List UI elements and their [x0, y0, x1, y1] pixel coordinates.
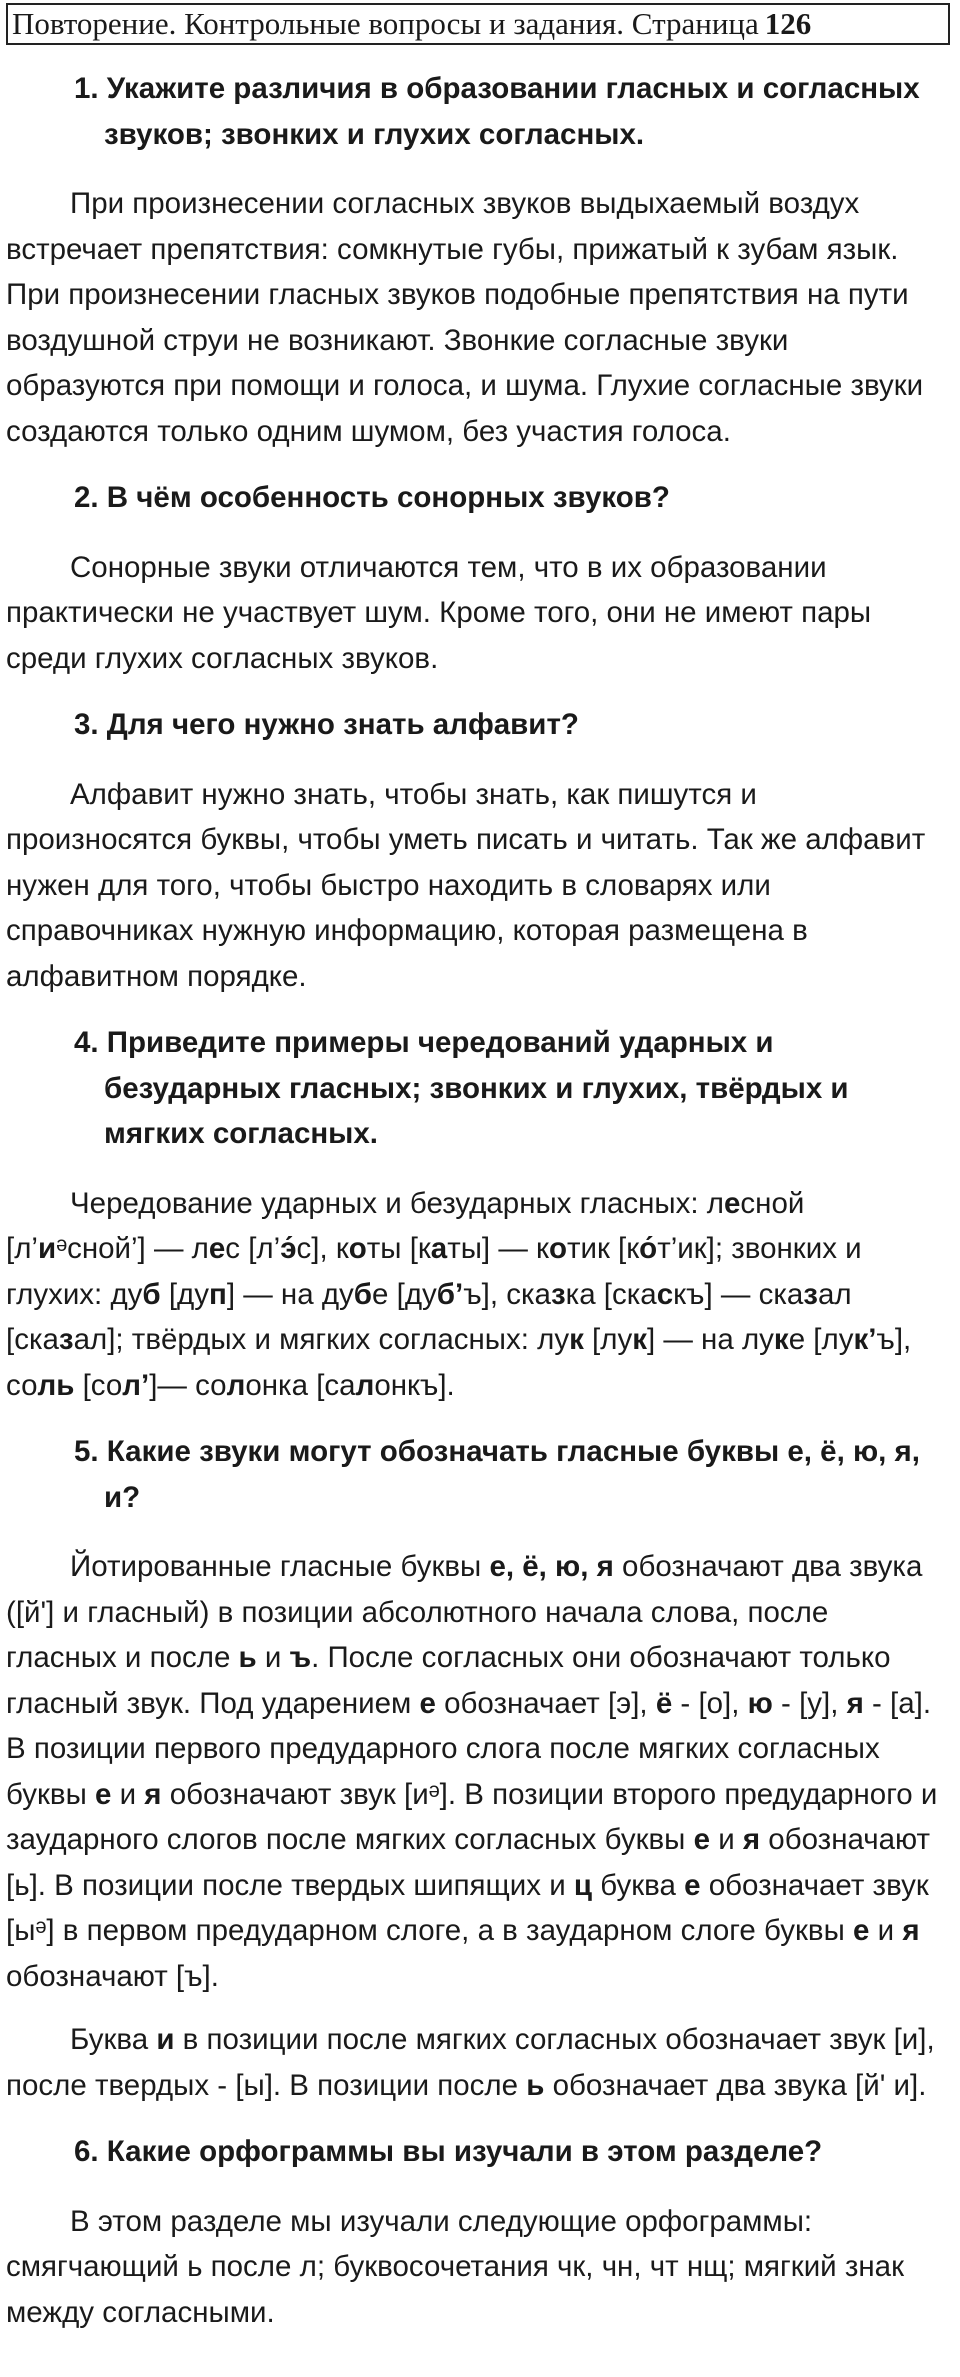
page-header — [6, 3, 950, 45]
question-heading: 2. В чём особенность сонорных звуков? — [74, 481, 670, 514]
answer-paragraph: Буква и в позиции после мягких согласных обозначает звук [и], после твердых - [ы]. В позиции после ь обозначает два звука [й' и]. — [6, 2023, 935, 2102]
answer-paragraph: Чередование ударных и безударных гласных: лесной [л’иᵊсной’] — лес [л’э́с], коты [каты] — котик [ко́т’ик]; звонких и глухих: дуб [дуп] — на дубе [дуб’ъ], сказка [скаскъ] — сказал [сказал]; твёрдых и мягких согласных: лук [лук] — на луке [лук’ъ], соль [сол’]— солонка [салонкъ]. — [6, 1186, 912, 1402]
answer-paragraph: Йотированные гласные буквы е, ё, ю, я обозначают два звука ([й'] и гласный) в позиции абсолютного начала слова, после гласных и после ь и ъ. После согласных они обозначают только гласный звук. Под ударением е обозначает [э], ё - [о], ю - [у], я - [а]. В позиции первого предударного слога после мягких согласных буквы е и я обозначают звук [иᵊ]. В позиции второго предударного и заударного слогов после мягких согласных буквы е и я обозначают [ь]. В позиции после твердых шипящих и ц буква е обозначает звук [ыᵊ] в первом предударном слоге, а в заударном слоге буквы е и я обозначают [ъ]. — [6, 1550, 938, 1993]
answer-paragraph: В этом разделе мы изучали следующие орфограммы: смягчающий ь после л; буквосочетания чк, чн, чт нщ; мягкий знак между согласными. — [6, 2204, 904, 2329]
answer-paragraph: Сонорные звуки отличаются тем, что в их образовании практически не участвует шум. Кроме того, они не имеют пары среди глухих согласных звуков. — [6, 550, 872, 675]
answer-paragraph: При произнесении согласных звуков выдыхаемый воздух встречает препятствия: сомкнутые губы, прижатый к зубам язык. При произнесении гласных звуков подобные препятствия на пути воздушной струи не возникают. Звонкие согласные звуки образуются при помощи и голоса, и шума. Глухие согласные звуки создаются только одним шумом, без участия голоса. — [6, 187, 924, 448]
question-heading: 5. Какие звуки могут обозначать гласные буквы е, ё, ю, я, и? — [74, 1435, 920, 1514]
question-heading: 1. Укажите различия в образовании гласных и согласных звуков; звонких и глухих согласных. — [74, 72, 920, 151]
question-heading: 4. Приведите примеры чередований ударных и безударных гласных; звонких и глухих, твёрдых и мягких согласных. — [74, 1026, 849, 1150]
page-number: 126 — [764, 6, 812, 41]
answer-paragraph: Алфавит нужно знать, чтобы знать, как пишутся и произносятся буквы, чтобы уметь писать и читать. Так же алфавит нужен для того, чтобы быстро находить в словарях или справочниках нужную информацию, которая размещена в алфавитном порядке. — [6, 777, 926, 993]
header-title: Повторение. Контрольные вопросы и задания. Страница — [12, 6, 759, 41]
document-body — [6, 48, 946, 2353]
question-heading: 6. Какие орфограммы вы изучали в этом разделе? — [74, 2135, 823, 2168]
question-heading: 3. Для чего нужно знать алфавит? — [74, 708, 579, 741]
